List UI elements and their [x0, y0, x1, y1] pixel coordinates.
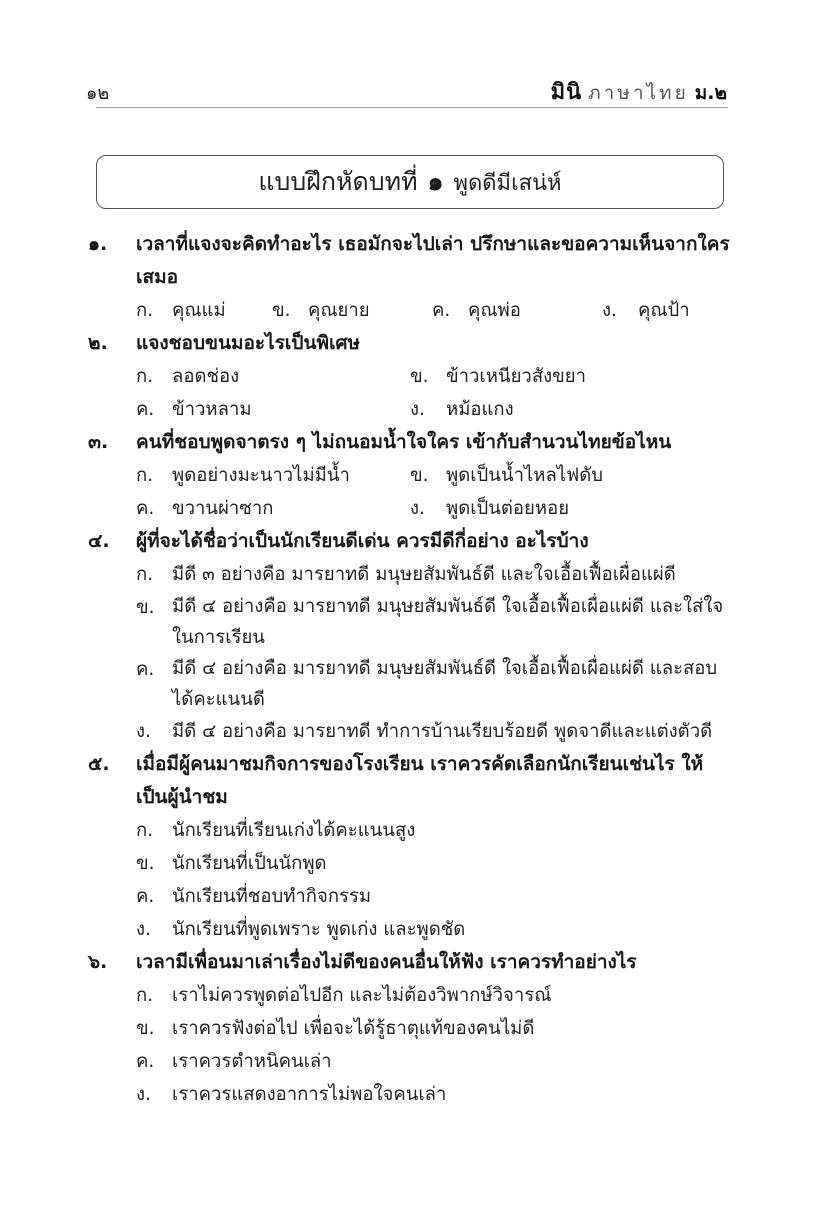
choice-text: นักเรียนที่เรียนเก่งได้คะแนนสูง [172, 820, 416, 841]
chapter-number: ๑ [427, 167, 444, 196]
choice-text: พูดอย่างมะนาวไม่มีน้ำ [172, 465, 350, 486]
choice-text: นักเรียนที่ชอบทำกิจกรรม [172, 886, 372, 907]
question-number: ๕. [88, 753, 110, 775]
question-2 [88, 327, 733, 426]
choice-b[interactable] [136, 1012, 733, 1045]
choice-b[interactable] [136, 847, 733, 880]
choice-label: ง. [410, 399, 425, 420]
choice-a[interactable] [136, 360, 410, 393]
choice-a[interactable] [136, 459, 410, 492]
choice-list [88, 558, 733, 748]
choice-text: นักเรียนที่พูดเพราะ พูดเก่ง และพูดชัด [172, 919, 466, 940]
choice-text: ขวานผ่าซาก [172, 498, 274, 519]
question-3 [88, 426, 733, 525]
choice-text: พูดเป็นน้ำไหลไฟดับ [446, 465, 603, 486]
choice-text: ลอดช่อง [172, 366, 240, 387]
choice-b[interactable] [410, 360, 710, 393]
choice-a[interactable] [136, 294, 272, 327]
book-subject: ภาษาไทย [588, 82, 689, 104]
choice-text: หม้อแกง [446, 399, 514, 420]
choice-b[interactable] [136, 591, 733, 653]
choice-list [88, 294, 733, 327]
question-number: ๒. [88, 332, 108, 354]
page-header [0, 0, 822, 110]
choice-d[interactable] [602, 294, 752, 327]
question-stem [88, 946, 733, 979]
question-number: ๖. [88, 951, 108, 973]
book-level: ม.๒ [694, 82, 727, 104]
choice-a[interactable] [136, 558, 733, 591]
book-logo: มินิ [550, 80, 583, 105]
choice-label: ก. [136, 820, 154, 841]
choice-text: ข้าวเหนียวสังขยา [446, 366, 587, 387]
chapter-name: พูดดีมีเสน่ห์ [453, 170, 562, 196]
choice-label: ก. [136, 985, 154, 1006]
choice-label: ก. [136, 300, 154, 321]
choice-list [88, 814, 733, 946]
choice-c[interactable] [136, 393, 410, 426]
question-text: แจงชอบขนมอะไรเป็นพิเศษ [136, 332, 361, 354]
choice-c[interactable] [136, 880, 733, 913]
choice-label: ง. [136, 919, 151, 940]
question-stem [88, 525, 733, 558]
choice-c[interactable] [136, 492, 410, 525]
choice-list [88, 360, 733, 426]
exercise-title-box [96, 155, 724, 209]
choice-label: ค. [136, 659, 155, 680]
choice-text: เราควรฟังต่อไป เพื่อจะได้รู้ธาตุแท้ของคนไม่ดี [172, 1018, 535, 1039]
choice-text: เราควรตำหนิคนเล่า [172, 1051, 332, 1072]
choice-d[interactable] [136, 1078, 733, 1111]
choice-text: มีดี ๔ อย่างคือ มารยาทดี ทำการบ้านเรียบร้อยดี พูดจาดีและแต่งตัวดี [172, 721, 713, 742]
choice-d[interactable] [410, 492, 710, 525]
choice-d[interactable] [410, 393, 710, 426]
choice-label: ข. [410, 366, 429, 387]
choice-text: คุณแม่ [172, 300, 226, 321]
choice-label: ข. [410, 465, 429, 486]
choice-label: ข. [136, 597, 155, 618]
question-stem [88, 426, 733, 459]
choice-a[interactable] [136, 979, 733, 1012]
choice-label: ข. [272, 300, 291, 321]
choice-text: นักเรียนที่เป็นนักพูด [172, 853, 327, 874]
choice-a[interactable] [136, 814, 733, 847]
question-1 [88, 228, 733, 327]
choice-b[interactable] [272, 294, 432, 327]
choice-label: ค. [136, 498, 155, 519]
question-text: เวลาที่แจงจะคิดทำอะไร เธอมักจะไปเล่า ปรึกษาและขอความเห็นจากใครเสมอ [136, 233, 730, 288]
question-stem [88, 228, 733, 294]
choice-label: ง. [136, 721, 151, 742]
choice-label: ง. [602, 300, 617, 321]
header-divider [96, 107, 728, 108]
choice-c[interactable] [136, 1045, 733, 1078]
choice-text: คุณยาย [308, 300, 370, 321]
choice-label: ก. [136, 564, 154, 585]
choice-text: พูดเป็นต่อยหอย [446, 498, 570, 519]
exercise-label: แบบฝึกหัดบทที่ [258, 167, 418, 196]
choice-label: ข. [136, 1018, 155, 1039]
book-title [551, 74, 727, 109]
question-stem [88, 327, 733, 360]
choice-c[interactable] [136, 653, 733, 715]
choice-label: ค. [432, 300, 451, 321]
choice-text: ข้าวหลาม [172, 399, 252, 420]
question-text: คนที่ชอบพูดจาตรง ๆ ไม่ถนอมน้ำใจใคร เข้ากับสำนวนไทยข้อไหน [136, 431, 672, 453]
choice-label: ก. [136, 366, 154, 387]
choice-text: เราควรแสดงอาการไม่พอใจคนเล่า [172, 1084, 447, 1105]
question-list [88, 228, 733, 1111]
choice-label: ค. [136, 1051, 155, 1072]
choice-b[interactable] [410, 459, 710, 492]
question-text: เมื่อมีผู้คนมาชมกิจการของโรงเรียน เราควรคัดเลือกนักเรียนเช่นไร ให้เป็นผู้นำชม [136, 753, 704, 808]
choice-text: มีดี ๔ อย่างคือ มารยาทดี มนุษยสัมพันธ์ดี ใจเอื้อเฟื้อเผื่อแผ่ดี และสอบได้คะแนนดี [172, 658, 718, 710]
question-stem [88, 748, 733, 814]
question-5 [88, 748, 733, 946]
choice-label: ง. [410, 498, 425, 519]
choice-text: คุณป้า [638, 300, 690, 321]
choice-list [88, 459, 733, 525]
question-text: ผู้ที่จะได้ชื่อว่าเป็นนักเรียนดีเด่น ควรมีดีกี่อย่าง อะไรบ้าง [136, 530, 589, 552]
question-number: ๔. [88, 530, 110, 552]
choice-list [88, 979, 733, 1111]
choice-d[interactable] [136, 913, 733, 946]
choice-text: เราไม่ควรพูดต่อไปอีก และไม่ต้องวิพากษ์วิจารณ์ [172, 985, 552, 1006]
choice-label: ค. [136, 886, 155, 907]
choice-label: ข. [136, 853, 155, 874]
question-number: ๓. [88, 431, 109, 453]
question-number: ๑. [88, 233, 108, 255]
choice-label: ก. [136, 465, 154, 486]
choice-label: ง. [136, 1084, 151, 1105]
question-4 [88, 525, 733, 748]
page-number: ๑๒ [86, 83, 110, 104]
choice-label: ค. [136, 399, 155, 420]
choice-d[interactable] [136, 715, 733, 748]
question-6 [88, 946, 733, 1111]
choice-c[interactable] [432, 294, 602, 327]
question-text: เวลามีเพื่อนมาเล่าเรื่องไม่ดีของคนอื่นให้ฟัง เราควรทำอย่างไร [136, 951, 637, 973]
choice-text: คุณพ่อ [468, 300, 521, 321]
choice-text: มีดี ๓ อย่างคือ มารยาทดี มนุษยสัมพันธ์ดี และใจเอื้อเฟื้อเผื่อแผ่ดี [172, 564, 676, 585]
choice-text: มีดี ๔ อย่างคือ มารยาทดี มนุษยสัมพันธ์ดี ใจเอื้อเฟื้อเผื่อแผ่ดี และใส่ใจในการเรียน [172, 596, 724, 648]
